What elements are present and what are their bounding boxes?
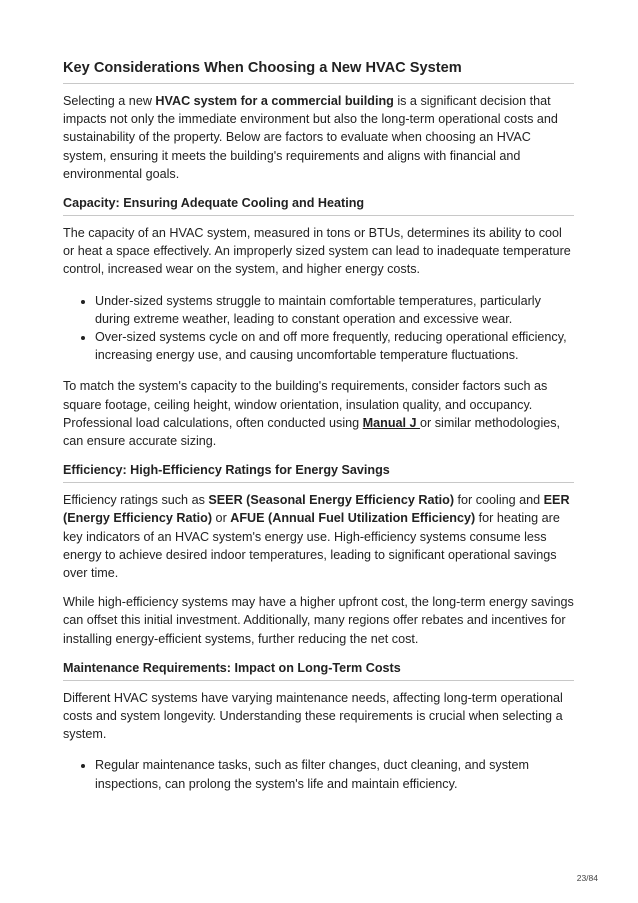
document-page: [63, 57, 574, 793]
efficiency-paragraph-2: While high-efficiency systems may have a higher upfront cost, the long-term energy savings can offset this initial investment. Additionally, many regions offer rebates and incentives for installing energy-efficient systems, further reducing the net cost.: [63, 595, 574, 646]
page-number: 23/84: [576, 873, 598, 883]
maintenance-heading: Maintenance Requirements: Impact on Long-Term Costs: [63, 659, 574, 681]
capacity-paragraph-1: The capacity of an HVAC system, measured in tons or BTUs, determines its ability to cool or heat a space effectively. An improperly sized system can lead to inadequate temperature control, increased wear on the system, and higher energy costs.: [63, 226, 571, 277]
efficiency-heading: Efficiency: High-Efficiency Ratings for Energy Savings: [63, 461, 574, 483]
afue-bold: AFUE (Annual Fuel Utilization Efficiency): [230, 511, 476, 526]
list-item: • Regular maintenance tasks, such as filter changes, duct cleaning, and system inspections, can prolong the system's life and maintain efficiency.: [95, 756, 574, 792]
manual-j-link[interactable]: Manual J: [362, 415, 421, 430]
capacity-p2-end: or similar methodologies, can ensure accurate sizing.: [63, 415, 561, 449]
maintenance-list: [63, 756, 574, 792]
page-title: Key Considerations When Choosing a New HVAC System: [63, 57, 574, 84]
capacity-paragraph-2: [63, 377, 574, 450]
eer-bold: EER (Energy Efficiency Ratio): [63, 493, 570, 526]
capacity-list: [63, 292, 574, 365]
capacity-heading: Capacity: Ensuring Adequate Cooling and Heating: [63, 194, 574, 216]
efficiency-paragraph-1: [63, 491, 574, 582]
intro-bold: HVAC system for a commercial building: [155, 94, 394, 108]
list-item: • Under-sized systems struggle to maintain comfortable temperatures, particularly during extreme weather, leading to constant operation and excessive wear.: [95, 292, 574, 328]
efficiency-text-3: or: [212, 511, 231, 526]
intro-paragraph: [63, 92, 574, 183]
list-item: • Over-sized systems cycle on and off more frequently, reducing operational efficiency, increasing energy use, and causing uncomfortable temperature fluctuations.: [95, 328, 574, 364]
efficiency-text-4: for heating are key indicators of an HVAC system's energy use. High-efficiency systems consume less energy to achieve desired indoor temperatures, leading to significant operational savings over time.: [63, 511, 560, 581]
intro-text-1: Selecting a new: [63, 94, 156, 108]
efficiency-text-1: Efficiency ratings such as: [63, 493, 209, 508]
capacity-p2-start: To match the system's capacity to the building's requirements, consider factors such as square footage, ceiling height, window orientation, insulation quality, and occupancy. Professional load calculations, often conducted using: [63, 379, 548, 430]
intro-text-2: is a significant decision that impacts not only the immediate environment but also the long-term operational costs and sustainability of the property. Below are factors to evaluate when choosing an HVAC system, ensuring it meets the building's requirements and aligns with financial and environmental goals.: [63, 94, 558, 181]
seer-bold: SEER (Seasonal Energy Efficiency Ratio): [208, 493, 455, 508]
efficiency-text-2: for cooling and: [454, 493, 544, 508]
maintenance-paragraph-1: Different HVAC systems have varying maintenance needs, affecting long-term operational costs and system longevity. Understanding these requirements is crucial when selecting a system.: [63, 690, 563, 742]
